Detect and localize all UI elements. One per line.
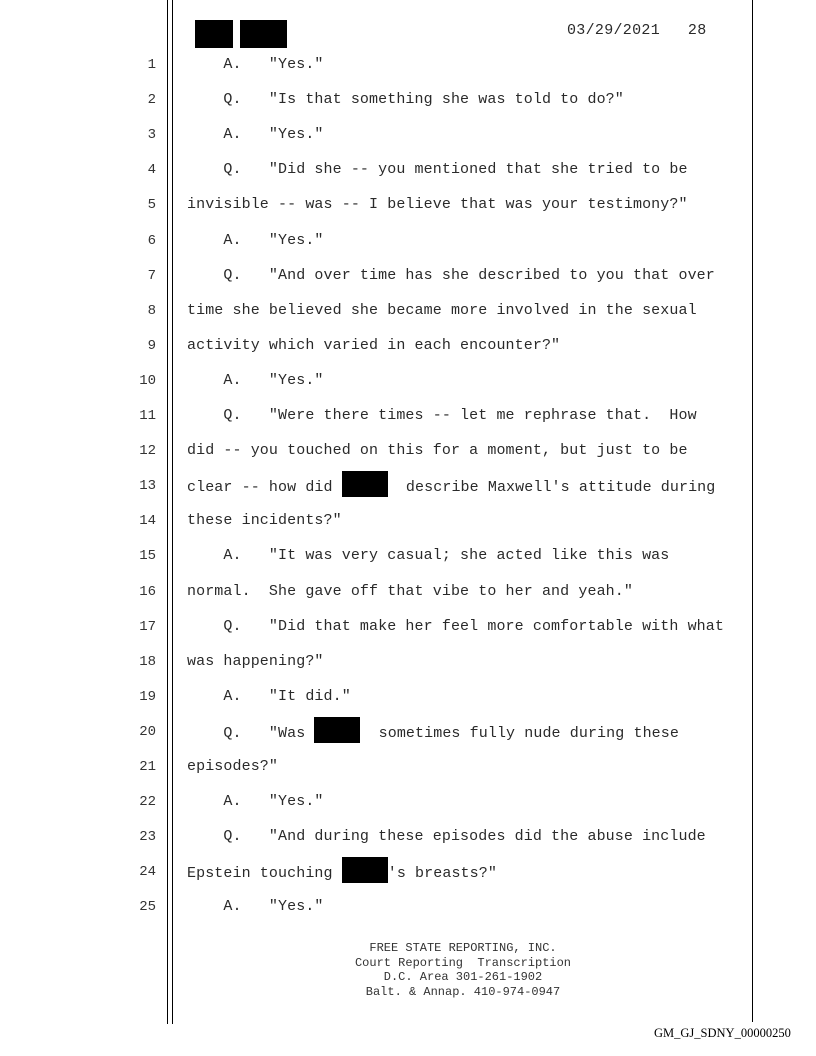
transcript-line: [0, 82, 816, 117]
line-segment: sometimes fully nude during these: [360, 724, 679, 742]
redaction-box: [342, 857, 388, 883]
line-number: 25: [139, 899, 156, 916]
line-segment: invisible -- was -- I believe that was your testimony?": [187, 196, 688, 214]
header-redaction-1: [195, 20, 233, 48]
transcript-line: [0, 784, 816, 819]
line-text: [187, 372, 324, 389]
redaction-box: [314, 717, 360, 743]
transcript-line: [0, 749, 816, 784]
line-text: [187, 267, 715, 284]
line-segment: A. "It did.": [187, 687, 351, 705]
line-number: 14: [139, 513, 156, 530]
line-text: [187, 477, 715, 497]
transcript-line: [0, 258, 816, 293]
line-segment: Q. "And during these episodes did the abuse include: [187, 828, 706, 846]
footer-phone-dc: D.C. Area 301-261-1902: [383, 970, 543, 984]
line-text: [187, 583, 633, 600]
line-number: 13: [139, 478, 156, 495]
transcript-line: [0, 152, 816, 187]
line-text: [187, 793, 324, 810]
line-number: 22: [139, 794, 156, 811]
line-text: [187, 161, 688, 178]
line-number: 4: [147, 162, 156, 179]
line-segment: A. "Yes.": [187, 371, 324, 389]
line-segment: describe Maxwell's attitude during: [387, 479, 716, 497]
redaction-box: [342, 471, 388, 497]
line-number: 2: [147, 92, 156, 109]
transcript-line: [0, 644, 816, 679]
line-number: 1: [147, 57, 156, 73]
line-number: 15: [139, 548, 156, 565]
line-segment: clear -- how did: [187, 479, 342, 497]
transcript-line: [0, 854, 816, 889]
transcript-line: [0, 293, 816, 328]
line-number: 17: [139, 618, 156, 635]
footer-company: FREE STATE REPORTING, INC.: [369, 941, 557, 955]
line-text: [187, 337, 560, 354]
line-text: [187, 863, 497, 883]
transcript-line: [0, 47, 816, 82]
line-segment: A. "Yes.": [187, 56, 324, 73]
line-number: 24: [139, 864, 156, 881]
transcript-line: [0, 609, 816, 644]
line-segment: activity which varied in each encounter?": [187, 336, 561, 354]
line-segment: A. "Yes.": [187, 231, 324, 249]
line-text: [187, 618, 724, 635]
transcript-line: [0, 363, 816, 398]
line-text: [187, 196, 688, 213]
header-date-page: 03/29/2021 28: [567, 22, 707, 39]
line-number: 20: [139, 723, 156, 740]
line-text: [187, 723, 679, 743]
line-number: 21: [139, 759, 156, 775]
line-number: 6: [147, 232, 156, 249]
line-segment: A. "Yes.": [187, 898, 324, 916]
line-text: [187, 898, 324, 915]
transcript-line: [0, 679, 816, 714]
line-segment: Q. "Did she -- you mentioned that she tried to be: [187, 161, 688, 179]
transcript-line: [0, 117, 816, 152]
line-segment: time she believed she became more involved in the sexual: [187, 301, 697, 319]
transcript-line: [0, 503, 816, 538]
line-segment: these incidents?": [187, 512, 342, 530]
line-segment: Q. "Were there times -- let me rephrase that. How: [187, 407, 697, 424]
transcript-line: [0, 468, 816, 503]
transcript-line: [0, 889, 816, 924]
line-text: [187, 56, 324, 73]
transcript-line: [0, 819, 816, 854]
transcript-line: [0, 187, 816, 222]
line-segment: Epstein touching: [187, 865, 342, 883]
header-redaction-2: [240, 20, 287, 48]
line-text: [187, 653, 324, 670]
line-text: [187, 547, 669, 564]
line-text: [187, 442, 688, 459]
line-text: [187, 688, 351, 705]
transcript-line: [0, 714, 816, 749]
transcript-line: [0, 433, 816, 468]
line-segment: did -- you touched on this for a moment, but just to be: [187, 442, 688, 460]
line-segment: Q. "Was: [187, 724, 315, 742]
line-text: [187, 302, 697, 319]
line-number: 19: [139, 688, 156, 705]
footer-service: Court Reporting Transcription: [354, 955, 572, 970]
transcript-line: [0, 223, 816, 258]
reporter-footer: [330, 941, 596, 999]
line-number: 18: [139, 653, 156, 670]
line-number: 12: [139, 443, 156, 460]
line-segment: normal. She gave off that vibe to her and yeah.": [187, 582, 633, 600]
line-number: 16: [139, 583, 156, 600]
transcript-line: [0, 574, 816, 609]
line-segment: Q. "And over time has she described to you that over: [187, 266, 715, 284]
line-text: [187, 126, 324, 143]
line-number: 8: [147, 302, 156, 319]
line-text: [187, 828, 706, 845]
line-number: 5: [147, 197, 156, 214]
line-segment: Q. "Is that something she was told to do?": [187, 91, 624, 109]
footer-phone-balt: Balt. & Annap. 410-974-0947: [365, 984, 561, 999]
line-segment: was happening?": [187, 652, 324, 670]
line-text: [187, 512, 342, 529]
line-number: 7: [147, 267, 156, 284]
line-number: 11: [139, 408, 156, 424]
transcript-line: [0, 398, 816, 433]
line-number: 9: [147, 337, 156, 354]
line-text: [187, 758, 278, 775]
line-segment: episodes?": [187, 758, 279, 775]
line-segment: A. "Yes.": [187, 793, 324, 811]
line-text: [187, 91, 624, 108]
line-segment: Q. "Did that make her feel more comfortable with what: [187, 617, 724, 635]
line-segment: 's breasts?": [387, 865, 497, 883]
line-text: [187, 232, 324, 249]
line-number: 10: [139, 372, 156, 389]
line-number: 23: [139, 829, 156, 846]
transcript-line: [0, 328, 816, 363]
bates-number: GM_GJ_SDNY_00000250: [654, 1026, 791, 1040]
transcript-line: [0, 538, 816, 573]
line-number: 3: [147, 127, 156, 144]
line-segment: A. "Yes.": [187, 126, 324, 144]
line-segment: A. "It was very casual; she acted like this was: [187, 547, 670, 565]
line-text: [187, 407, 697, 424]
